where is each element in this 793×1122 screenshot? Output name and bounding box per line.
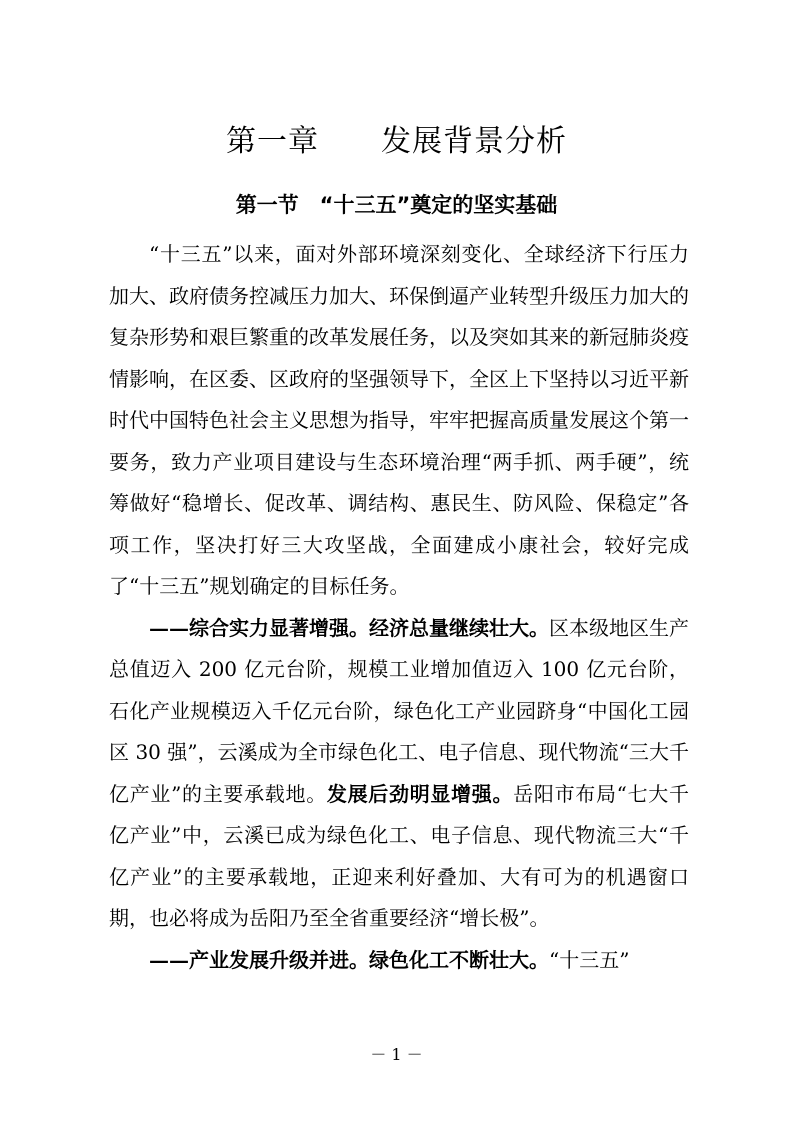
paragraph-text: “十三五”以来，面对外部环境深刻变化、全球经济下行压力加大、政府债务控减压力加大、环保倒逼产业转型升级压力加大的复杂形势和艰巨繁重的改革发展任务，以及突如其来的新冠肺炎疫情影响，在区委、区政府的坚强领导下，全区上下坚持以习近平新时代中国特色社会主义思想为指导，牢牢把握高质量发展这个第一要务，致力产业项目建设与生态环境治理“两手抓、两手硬”，统筹做好“稳增长、促改革、调结构、惠民生、防风险、保稳定”各项工作，坚决打好三大攻坚战，全面建成小康社会，较好完成了“十三五”规划确定的目标任务。: [109, 242, 689, 598]
paragraph-text: “十三五”: [549, 947, 630, 972]
paragraph-text: 岳阳市布局“七大千亿产业”中，云溪已成为绿色化工、电子信息、现代物流三大“千亿产业”的主要承载地，正迎来利好叠加、大有可为的机遇窗口期，也必将成为岳阳乃至全省重要经济“增长极”。: [109, 781, 689, 930]
paragraph-text: 区本级地区生产总值迈入 200 亿元台阶，规模工业增加值迈入 100 亿元台阶，石化产业规模迈入千亿元台阶，绿色化工产业园跻身“中国化工园区 30 强”，云溪成为全市绿色化工、电子信息、现代物流“三大千亿产业”的主要承载地。: [109, 615, 689, 806]
paragraph-intro: [109, 234, 689, 608]
bold-heading: ——产业发展升级并进。绿色化工不断壮大。: [149, 947, 549, 972]
bold-heading: 发展后劲明显增强。: [326, 781, 514, 806]
chapter-title: 第一章 发展背景分析: [226, 124, 567, 159]
page-number: － 1 －: [370, 1045, 423, 1064]
section-title: 第一节 “十三五”奠定的坚实基础: [235, 193, 558, 217]
paragraph-economic-strength: [109, 608, 689, 940]
bold-heading: ——综合实力显著增强。经济总量继续壮大。: [149, 615, 549, 640]
paragraph-industry-upgrade: [109, 940, 689, 982]
body-text: [109, 234, 689, 981]
